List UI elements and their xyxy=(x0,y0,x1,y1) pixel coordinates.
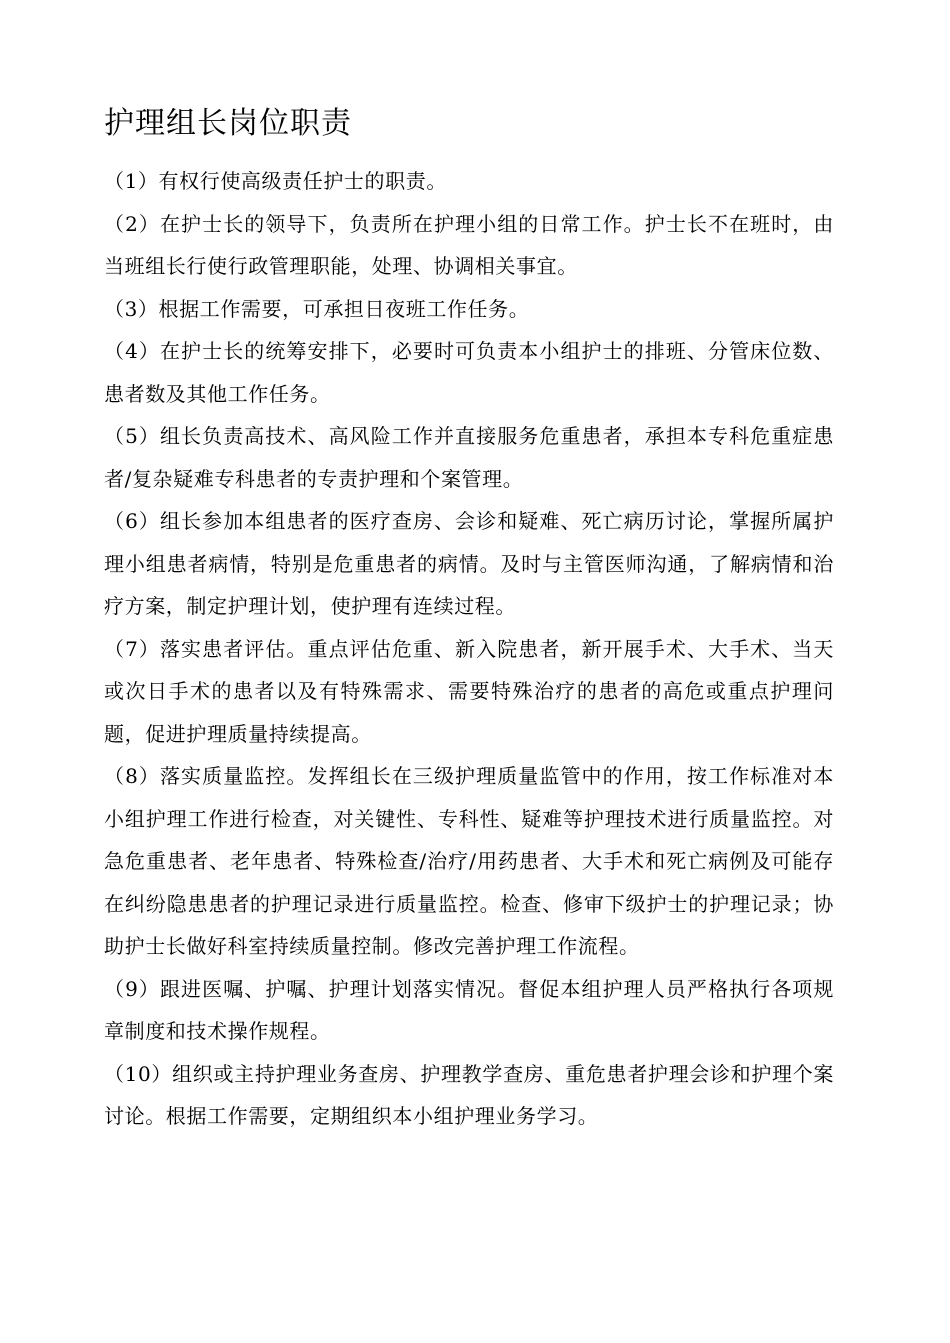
duty-paragraph-7: （7）落实患者评估。重点评估危重、新入院患者，新开展手术、大手术、当天或次日手术的患者以及有特殊需求、需要特殊治疗的患者的高危或重点护理问题，促进护理质量持续提高。 xyxy=(104,636,834,746)
document-body xyxy=(104,160,834,1138)
duty-paragraph-10: （10）组织或主持护理业务查房、护理教学查房、重危患者护理会诊和护理个案讨论。根据工作需要，定期组织本小组护理业务学习。 xyxy=(104,1061,834,1128)
duty-paragraph-1: （1）有权行使高级责任护士的职责。 xyxy=(104,169,447,193)
document-title: 护理组长岗位职责 xyxy=(104,106,352,141)
duty-paragraph-8: （8）落实质量监控。发挥组长在三级护理质量监管中的作用，按工作标准对本小组护理工作进行检查，对关键性、专科性、疑难等护理技术进行质量监控。对急危重患者、老年患者、特殊检查/治疗/用药患者、大手术和死亡病例及可能存在纠纷隐患患者的护理记录进行质量监控。检查、修审下级护士的护理记录；协助护士长做好科室持续质量控制。修改完善护理工作流程。 xyxy=(104,764,834,958)
duty-paragraph-5: （5）组长负责高技术、高风险工作并直接服务危重患者，承担本专科危重症患者/复杂疑难专科患者的专责护理和个案管理。 xyxy=(104,424,834,491)
duty-paragraph-2: （2）在护士长的领导下，负责所在护理小组的日常工作。护士长不在班时，由当班组长行使行政管理职能，处理、协调相关事宜。 xyxy=(104,211,834,278)
duty-paragraph-4: （4）在护士长的统筹安排下，必要时可负责本小组护士的排班、分管床位数、患者数及其他工作任务。 xyxy=(104,339,834,406)
duty-paragraph-3: （3）根据工作需要，可承担日夜班工作任务。 xyxy=(104,296,530,321)
duty-paragraph-6: （6）组长参加本组患者的医疗查房、会诊和疑难、死亡病历讨论，掌握所属护理小组患者病情，特别是危重患者的病情。及时与主管医师沟通，了解病情和治疗方案，制定护理计划，使护理有连续过程。 xyxy=(104,509,834,618)
duty-paragraph-9: （9）跟进医嘱、护嘱、护理计划落实情况。督促本组护理人员严格执行各项规章制度和技术操作规程。 xyxy=(104,976,834,1043)
